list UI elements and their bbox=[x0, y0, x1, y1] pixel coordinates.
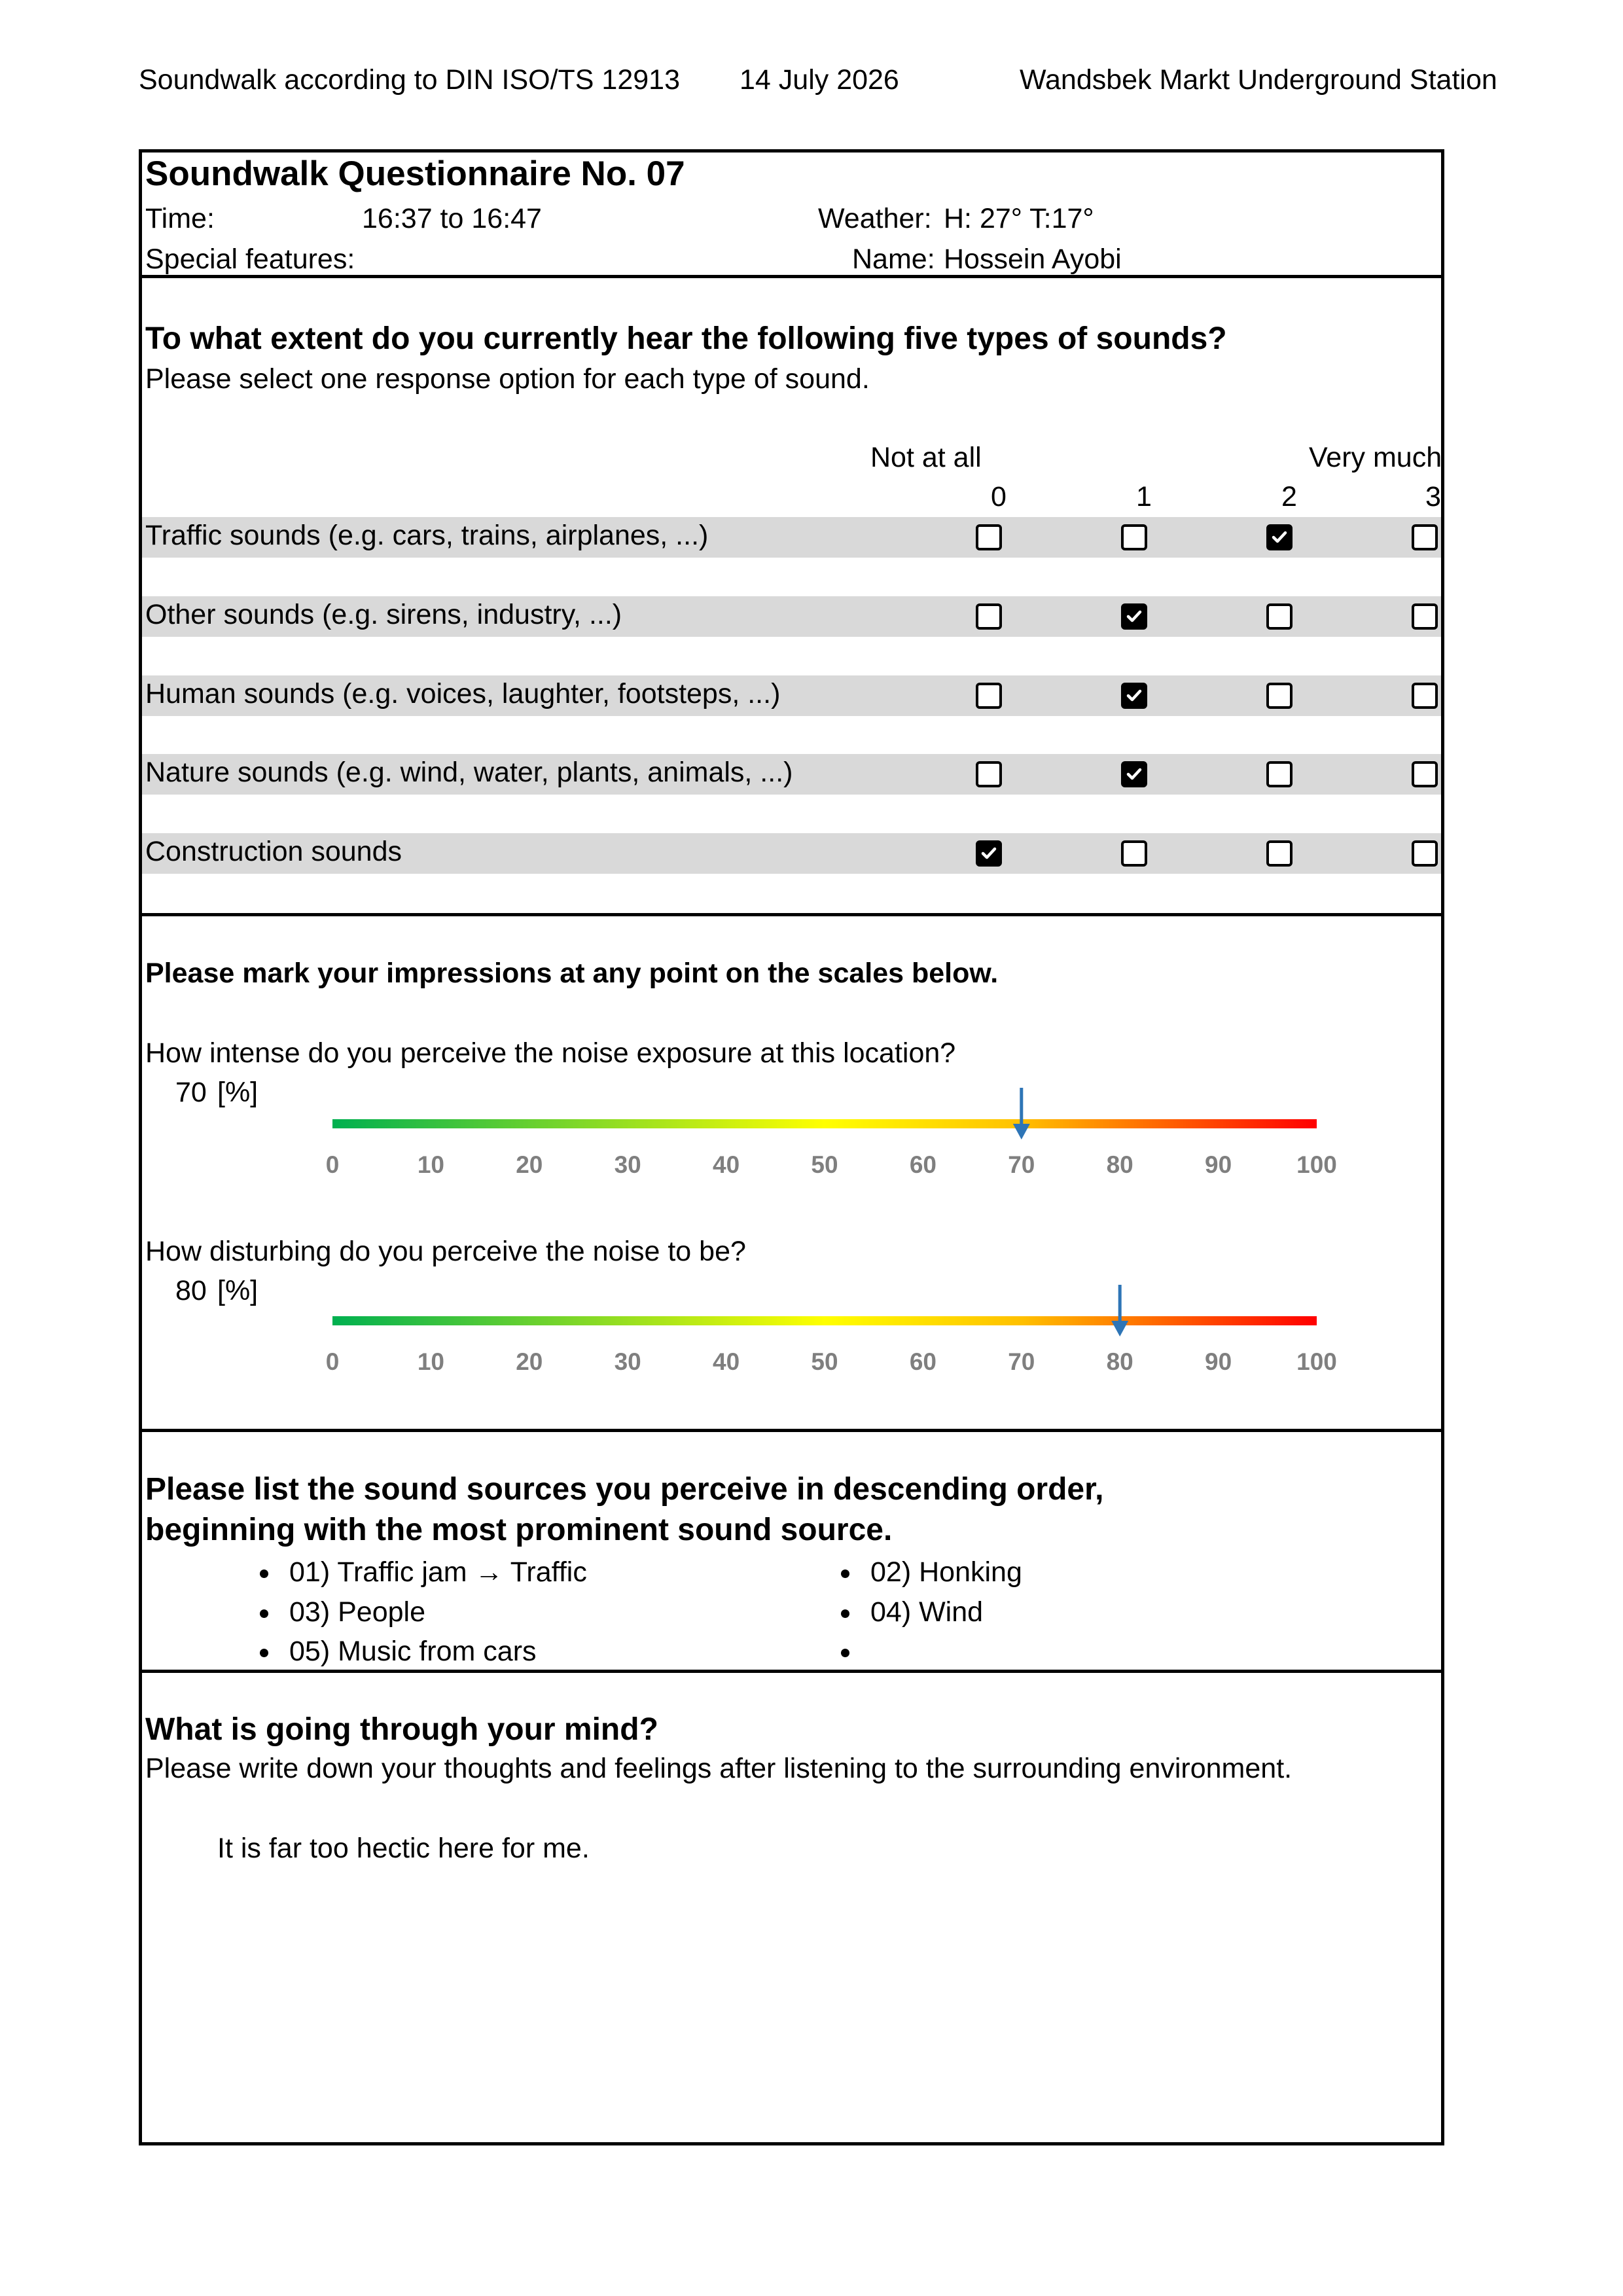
q1-row-label: Other sounds (e.g. sirens, industry, ...) bbox=[145, 599, 622, 630]
q1-row-label: Nature sounds (e.g. wind, water, plants, animals, ...) bbox=[145, 757, 793, 788]
scale-2-unit: [%] bbox=[217, 1275, 259, 1306]
name-value: Hossein Ayobi bbox=[944, 243, 1122, 275]
q1-row-label: Traffic sounds (e.g. cars, trains, airplanes, ...) bbox=[145, 520, 709, 551]
scale-tick-label: 60 bbox=[909, 1348, 936, 1375]
sound-source-item: 04) Wind bbox=[870, 1596, 984, 1628]
scale-1-question: How intense do you perceive the noise exposure at this location? bbox=[145, 1037, 956, 1069]
time-value: 16:37 to 16:47 bbox=[362, 203, 542, 234]
bullet bbox=[260, 1570, 268, 1578]
option-header-2: 2 bbox=[1281, 481, 1297, 512]
scale-tick-label: 60 bbox=[909, 1151, 936, 1178]
scale-tick-label: 10 bbox=[417, 1151, 444, 1178]
scale-1-value: 70 bbox=[175, 1077, 207, 1108]
scale-tick-label: 100 bbox=[1296, 1348, 1337, 1375]
time-label: Time: bbox=[145, 203, 215, 234]
q4-subheading: Please write down your thoughts and feelings after listening to the surrounding environment. bbox=[145, 1753, 1293, 1784]
scale-tick-label: 80 bbox=[1106, 1151, 1133, 1178]
scale-tick-label: 10 bbox=[417, 1348, 444, 1375]
scale-tick-label: 50 bbox=[811, 1151, 838, 1178]
sound-source-item: 02) Honking bbox=[870, 1556, 1022, 1588]
q1-row-label: Construction sounds bbox=[145, 836, 402, 867]
bullet bbox=[841, 1649, 849, 1657]
scale-high-label: Very much bbox=[1309, 442, 1442, 473]
bullet bbox=[260, 1609, 268, 1618]
scale-marker-arrow-icon[interactable] bbox=[1013, 1088, 1030, 1139]
bullet bbox=[260, 1649, 268, 1657]
scale-tick-label: 90 bbox=[1205, 1151, 1232, 1178]
scale-tick-label: 0 bbox=[325, 1348, 340, 1375]
scale-marker-arrow-icon[interactable] bbox=[1111, 1285, 1128, 1336]
q1-row-label: Human sounds (e.g. voices, laughter, footsteps, ...) bbox=[145, 678, 781, 709]
scale-tick-label: 80 bbox=[1106, 1348, 1133, 1375]
scale-tick-label: 50 bbox=[811, 1348, 838, 1375]
header-location: Wandsbek Markt Underground Station bbox=[1020, 64, 1497, 96]
special-features-label: Special features: bbox=[145, 243, 355, 275]
q1-subheading: Please select one response option for each type of sound. bbox=[145, 363, 870, 395]
q2-heading: Please mark your impressions at any point on the scales below. bbox=[145, 958, 999, 989]
q4-heading: What is going through your mind? bbox=[145, 1712, 658, 1747]
scale-tick-label: 100 bbox=[1296, 1151, 1337, 1178]
sound-source-item: 05) Music from cars bbox=[289, 1636, 537, 1667]
sound-source-item: 01) Traffic jam → Traffic bbox=[289, 1556, 587, 1588]
q3-heading-line1: Please list the sound sources you perceive in descending order, bbox=[145, 1472, 1104, 1507]
form-title: Soundwalk Questionnaire No. 07 bbox=[145, 154, 685, 193]
name-label: Name: bbox=[852, 243, 935, 275]
scale-tick-label: 40 bbox=[713, 1348, 740, 1375]
header-date: 14 July 2026 bbox=[740, 64, 899, 96]
q4-answer: It is far too hectic here for me. bbox=[217, 1833, 590, 1864]
option-header-3: 3 bbox=[1425, 481, 1441, 512]
scale-low-label: Not at all bbox=[870, 442, 982, 473]
scale-2-question: How disturbing do you perceive the noise to be? bbox=[145, 1236, 746, 1267]
scale-tick-label: 20 bbox=[516, 1151, 543, 1178]
scale-bar bbox=[332, 1119, 1317, 1128]
sound-source-item: 03) People bbox=[289, 1596, 425, 1628]
scale-tick-label: 70 bbox=[1008, 1348, 1035, 1375]
scale-tick-label: 0 bbox=[325, 1151, 340, 1178]
scale-tick-label: 30 bbox=[614, 1348, 641, 1375]
weather-value: H: 27° T:17° bbox=[944, 203, 1094, 234]
scale-tick-label: 90 bbox=[1205, 1348, 1232, 1375]
scale-2-value: 80 bbox=[175, 1275, 207, 1306]
header-title: Soundwalk according to DIN ISO/TS 12913 bbox=[139, 64, 680, 96]
bullet bbox=[841, 1609, 849, 1618]
option-header-1: 1 bbox=[1136, 481, 1152, 512]
bullet bbox=[841, 1570, 849, 1578]
q3-heading-line2: beginning with the most prominent sound source. bbox=[145, 1513, 893, 1547]
scale-tick-label: 30 bbox=[614, 1151, 641, 1178]
q1-heading: To what extent do you currently hear the following five types of sounds? bbox=[145, 321, 1227, 356]
scale-tick-label: 40 bbox=[713, 1151, 740, 1178]
scale-1-unit: [%] bbox=[217, 1077, 259, 1108]
option-header-0: 0 bbox=[991, 481, 1007, 512]
weather-label: Weather: bbox=[818, 203, 932, 234]
scale-tick-label: 70 bbox=[1008, 1151, 1035, 1178]
scale-bar bbox=[332, 1316, 1317, 1325]
scale-tick-label: 20 bbox=[516, 1348, 543, 1375]
